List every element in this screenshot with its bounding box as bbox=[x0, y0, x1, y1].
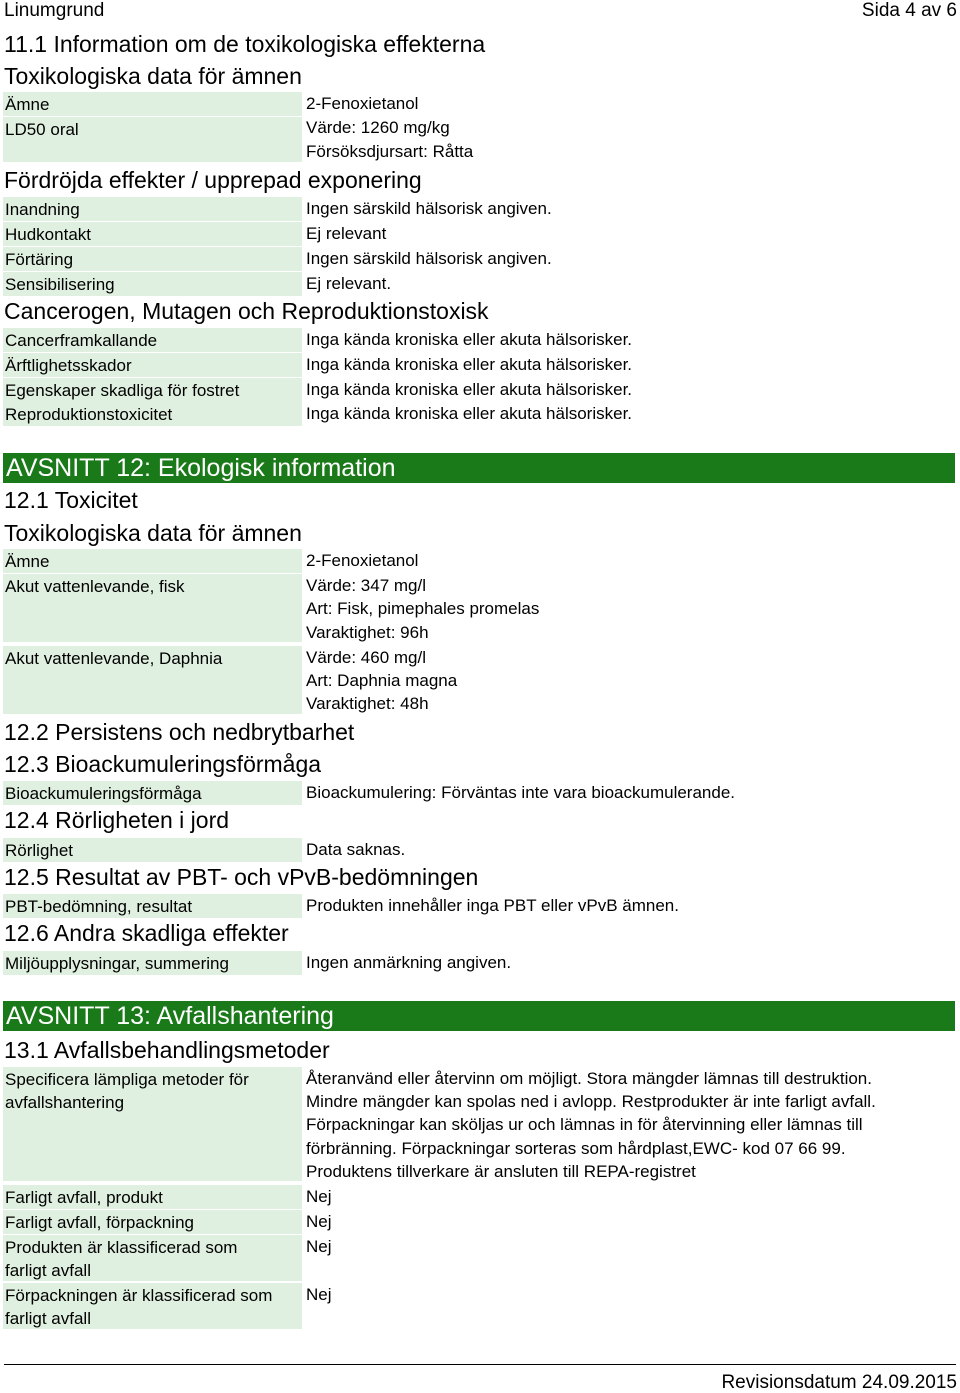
heading-12-5: 12.5 Resultat av PBT- och vPvB-bedömningen bbox=[4, 864, 479, 890]
heading-12-2: 12.2 Persistens och nedbrytbarhet bbox=[4, 719, 355, 745]
cmr-row-label: Reproduktionstoxicitet bbox=[3, 402, 302, 426]
ld50-label: LD50 oral bbox=[3, 117, 302, 162]
ld50-value: Värde: 1260 mg/kg bbox=[306, 118, 450, 137]
heading-cmr: Cancerogen, Mutagen och Reproduktionstoxisk bbox=[4, 298, 489, 324]
cmr-row-value: Inga kända kroniska eller akuta hälsorisker. bbox=[306, 380, 633, 399]
pack-class-label bbox=[3, 1283, 302, 1329]
company-name: Linumgrund bbox=[4, 0, 105, 21]
delayed-row-value: Ingen särskild hälsorisk angiven. bbox=[306, 249, 552, 268]
amne-label: Ämne bbox=[3, 92, 302, 116]
revision-date: Revisionsdatum 24.09.2015 bbox=[721, 1372, 957, 1393]
daphnia-duration: Varaktighet: 48h bbox=[306, 694, 429, 713]
env-value: Ingen anmärkning angiven. bbox=[306, 953, 512, 972]
heading-12-1: 12.1 Toxicitet bbox=[4, 487, 138, 513]
page-number: Sida 4 av 6 bbox=[861, 0, 957, 21]
waste-pack-label: Farligt avfall, förpackning bbox=[3, 1210, 302, 1234]
method-label-line-2: avfallshantering bbox=[5, 1093, 125, 1112]
pack-class-label-line-2: farligt avfall bbox=[5, 1309, 91, 1328]
pack-class-label-line-1: Förpackningen är klassificerad som bbox=[5, 1286, 273, 1305]
fish-value: Värde: 347 mg/l bbox=[306, 576, 427, 595]
prod-class-label bbox=[3, 1235, 302, 1281]
heading-tox-data: Toxikologiska data för ämnen bbox=[4, 63, 302, 89]
delayed-row-label: Sensibilisering bbox=[3, 272, 302, 296]
amne-value: 2-Fenoxietanol bbox=[306, 94, 419, 113]
method-line: förbränning. Förpackningar sorteras som hårdplast,EWC- kod 07 66 99. bbox=[306, 1139, 846, 1158]
heading-11-1: 11.1 Information om de toxikologiska effekterna bbox=[4, 31, 486, 57]
daphnia-label: Akut vattenlevande, Daphnia bbox=[3, 646, 302, 714]
pbt-label: PBT-bedömning, resultat bbox=[3, 894, 302, 918]
cmr-row-value: Inga kända kroniska eller akuta hälsorisker. bbox=[306, 330, 633, 349]
cmr-row-label: Ärftlighetsskador bbox=[3, 353, 302, 377]
amne-value-12: 2-Fenoxietanol bbox=[306, 551, 419, 570]
prod-class-label-line-1: Produkten är klassificerad som bbox=[5, 1238, 238, 1257]
heading-12-6: 12.6 Andra skadliga effekter bbox=[4, 920, 289, 946]
cmr-row-value: Inga kända kroniska eller akuta hälsorisker. bbox=[306, 404, 633, 423]
daphnia-species: Art: Daphnia magna bbox=[306, 671, 458, 690]
bio-value: Bioackumulering: Förväntas inte vara bioackumulerande. bbox=[306, 783, 736, 802]
delayed-row-value: Ingen särskild hälsorisk angiven. bbox=[306, 199, 552, 218]
section-12-banner: AVSNITT 12: Ekologisk information bbox=[3, 453, 955, 483]
method-line: Återanvänd eller återvinn om möjligt. Stora mängder lämnas till destruktion. bbox=[306, 1069, 872, 1088]
amne-label-12: Ämne bbox=[3, 549, 302, 573]
delayed-row-label: Inandning bbox=[3, 197, 302, 221]
section-13-banner: AVSNITT 13: Avfallshantering bbox=[3, 1001, 955, 1031]
waste-pack-value: Nej bbox=[306, 1212, 332, 1231]
env-label: Miljöupplysningar, summering bbox=[3, 951, 302, 975]
daphnia-value: Värde: 460 mg/l bbox=[306, 648, 427, 667]
waste-product-value: Nej bbox=[306, 1187, 332, 1206]
footer-divider bbox=[4, 1364, 956, 1365]
prod-class-label-line-2: farligt avfall bbox=[5, 1261, 91, 1280]
method-label bbox=[3, 1067, 302, 1181]
cmr-row-value: Inga kända kroniska eller akuta hälsorisker. bbox=[306, 355, 633, 374]
method-label-line-1: Specificera lämpliga metoder för bbox=[5, 1070, 249, 1089]
delayed-row-label: Hudkontakt bbox=[3, 222, 302, 246]
mobility-value: Data saknas. bbox=[306, 840, 406, 859]
delayed-row-label: Förtäring bbox=[3, 247, 302, 271]
fish-label: Akut vattenlevande, fisk bbox=[3, 574, 302, 642]
waste-product-label: Farligt avfall, produkt bbox=[3, 1185, 302, 1209]
ld50-species: Försöksdjursart: Råtta bbox=[306, 142, 474, 161]
bio-label: Bioackumuleringsförmåga bbox=[3, 781, 302, 805]
heading-tox-data-12: Toxikologiska data för ämnen bbox=[4, 520, 302, 546]
heading-12-4: 12.4 Rörligheten i jord bbox=[4, 807, 230, 833]
pbt-value: Produkten innehåller inga PBT eller vPvB ämnen. bbox=[306, 896, 679, 915]
method-line: Förpackningar kan sköljas ur och lämnas in för återvinning eller lämnas till bbox=[306, 1115, 863, 1134]
fish-species: Art: Fisk, pimephales promelas bbox=[306, 599, 540, 618]
heading-12-3: 12.3 Bioackumuleringsförmåga bbox=[4, 751, 322, 777]
fish-duration: Varaktighet: 96h bbox=[306, 623, 429, 642]
delayed-row-value: Ej relevant. bbox=[306, 274, 392, 293]
delayed-row-value: Ej relevant bbox=[306, 224, 387, 243]
cmr-row-label: Cancerframkallande bbox=[3, 328, 302, 352]
mobility-label: Rörlighet bbox=[3, 838, 302, 862]
method-line: Mindre mängder kan spolas ned i avlopp. Restprodukter är inte farligt avfall. bbox=[306, 1092, 876, 1111]
heading-delayed: Fördröjda effekter / upprepad exponering bbox=[4, 167, 422, 193]
method-line: Produktens tillverkare är ansluten till REPA-registret bbox=[306, 1162, 696, 1181]
heading-13-1: 13.1 Avfallsbehandlingsmetoder bbox=[4, 1037, 330, 1063]
pack-class-value: Nej bbox=[306, 1285, 332, 1304]
prod-class-value: Nej bbox=[306, 1237, 332, 1256]
cmr-row-label: Egenskaper skadliga för fostret bbox=[3, 378, 302, 402]
